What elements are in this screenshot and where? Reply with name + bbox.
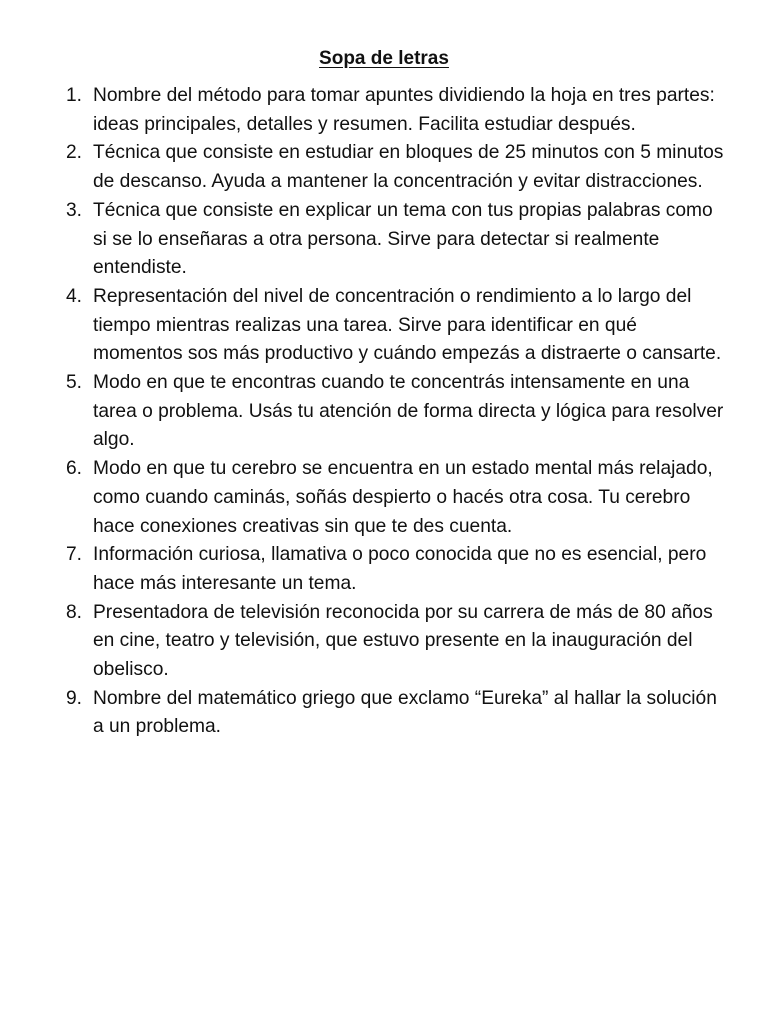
clue-list <box>66 82 726 742</box>
list-item <box>66 599 726 685</box>
list-item <box>66 197 726 283</box>
list-item <box>66 369 726 455</box>
page-title: Sopa de letras <box>319 48 449 69</box>
item-number: 3. <box>66 199 83 221</box>
list-item <box>66 685 726 742</box>
list-item <box>66 455 726 541</box>
list-item <box>66 541 726 598</box>
item-text: Modo en que te encontras cuando te concentrás intensamente en una tarea o problema. Usás tu atención de forma directa y lógica para resolver algo. <box>93 372 724 451</box>
list-item <box>66 139 726 196</box>
item-text: Modo en que tu cerebro se encuentra en un estado mental más relajado, como cuando caminás, soñás despierto o hacés otra cosa. Tu cerebro hace conexiones creativas sin que te des cuenta. <box>93 458 713 537</box>
item-text: Nombre del matemático griego que exclamo “Eureka” al hallar la solución a un problema. <box>93 687 717 738</box>
item-number: 5. <box>66 372 83 394</box>
item-number: 4. <box>66 285 83 307</box>
item-number: 6. <box>66 458 83 480</box>
list-item <box>66 82 726 139</box>
item-text: Técnica que consiste en estudiar en bloques de 25 minutos con 5 minutos de descanso. Ayuda a mantener la concentración y evitar distracciones. <box>93 142 724 193</box>
item-text: Representación del nivel de concentración o rendimiento a lo largo del tiempo mientras realizas una tarea. Sirve para identificar en qué momentos sos más productivo y cuándo empezás a distraerte o cansarte. <box>93 285 722 365</box>
item-number: 1. <box>66 85 83 106</box>
list-item <box>66 283 726 369</box>
item-number: 9. <box>66 687 83 709</box>
item-text: Nombre del método para tomar apuntes dividiendo la hoja en tres partes: ideas principales, detalles y resumen. Facilita estudiar después. <box>93 85 715 135</box>
item-text: Presentadora de televisión reconocida por su carrera de más de 80 años en cine, teatro y televisión, que estuvo presente en la inauguración del obelisco. <box>93 601 713 681</box>
item-number: 7. <box>66 544 83 566</box>
item-number: 8. <box>66 601 83 623</box>
item-number: 2. <box>66 142 83 164</box>
item-text: Información curiosa, llamativa o poco conocida que no es esencial, pero hace más interesante un tema. <box>93 544 707 594</box>
item-text: Técnica que consiste en explicar un tema con tus propias palabras como si se lo enseñaras a otra persona. Sirve para detectar si realmente entendiste. <box>93 199 713 279</box>
